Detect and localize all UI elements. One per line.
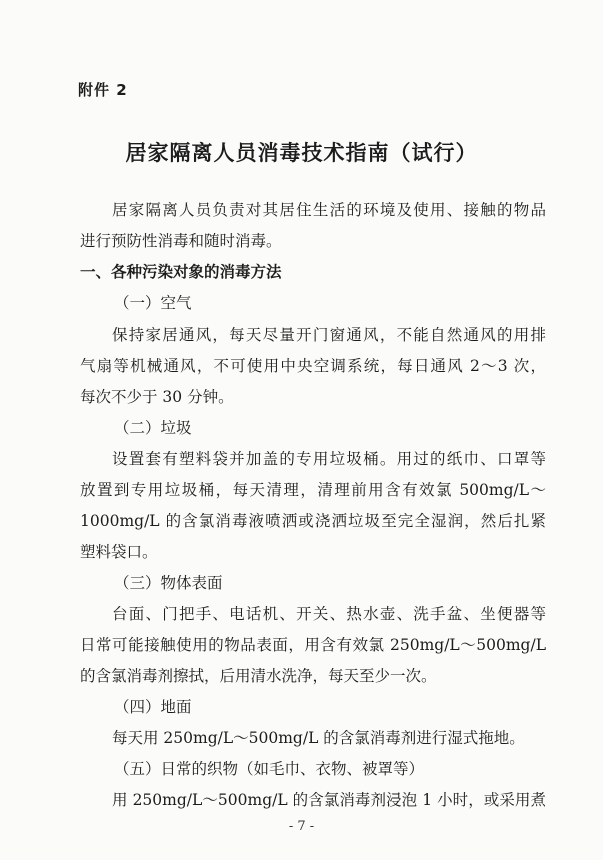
garbage-line-3: 1000mg/L 的含氯消毒液喷洒或浇洒垃圾至完全湿润，然后扎紧 (80, 512, 546, 530)
attachment-label: 附件 2 (78, 81, 128, 99)
surfaces-line-2: 日常可能接触使用的物品表面，用含有效氯 250mg/L～500mg/L (80, 636, 546, 654)
intro-line-2: 进行预防性消毒和随时消毒。 (80, 232, 282, 250)
surfaces-line-1: 台面、门把手、电话机、开关、热水壶、洗手盆、坐便器等 (112, 605, 546, 623)
garbage-line-4: 塑料袋口。 (80, 543, 158, 561)
surfaces-line-3: 的含氯消毒剂擦拭，后用清水洗净，每天至少一次。 (80, 667, 437, 685)
subheading-surfaces: （三）物体表面 (114, 574, 223, 592)
intro-line-1: 居家隔离人员负责对其居住生活的环境及使用、接触的物品 (112, 201, 546, 219)
section-heading-1: 一、各种污染对象的消毒方法 (80, 263, 282, 281)
subheading-textiles: （五）日常的织物（如毛巾、衣物、被罩等） (114, 760, 425, 778)
air-line-2: 气扇等机械通风，不可使用中央空调系统，每日通风 2～3 次， (80, 357, 546, 375)
textiles-line-1: 用 250mg/L～500mg/L 的含氯消毒剂浸泡 1 小时，或采用煮 (112, 791, 546, 809)
garbage-line-2: 放置到专用垃圾桶，每天清理，清理前用含有效氯 500mg/L～ (80, 481, 546, 499)
document-title: 居家隔离人员消毒技术指南（试行） (125, 140, 478, 165)
page-number: - 7 - (288, 819, 315, 834)
garbage-line-1: 设置套有塑料袋并加盖的专用垃圾桶。用过的纸巾、口罩等 (112, 450, 546, 468)
subheading-floor: （四）地面 (114, 698, 192, 716)
floor-line-1: 每天用 250mg/L～500mg/L 的含氯消毒剂进行湿式拖地。 (112, 729, 525, 747)
air-line-3: 每次不少于 30 分钟。 (80, 388, 234, 406)
air-line-1: 保持家居通风，每天尽量开门窗通风，不能自然通风的用排 (112, 326, 546, 344)
subheading-air: （一）空气 (114, 294, 192, 312)
subheading-garbage: （二）垃圾 (114, 419, 192, 437)
